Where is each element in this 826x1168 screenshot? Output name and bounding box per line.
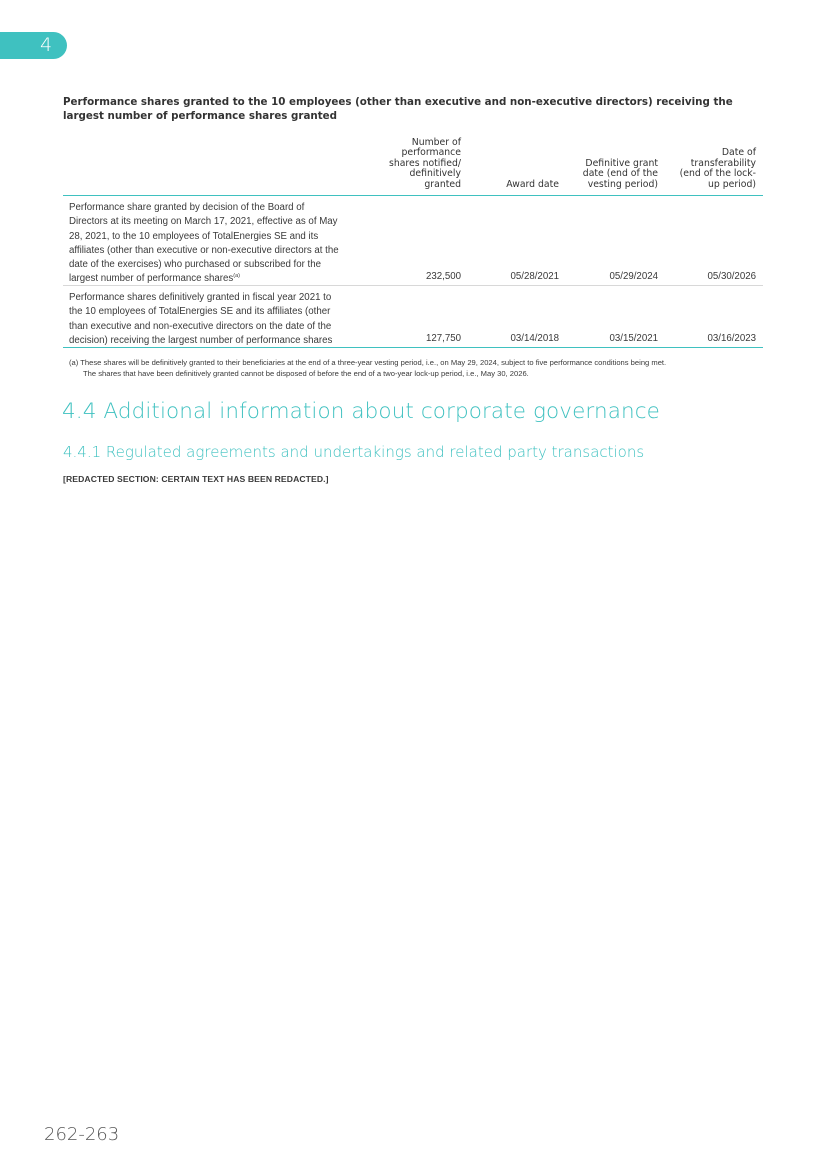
footnote-line-1: (a) These shares will be definitively granted to their beneficiaries at the end of a three-year vesting period, i.e., on May 29, 2024, subject to five performance conditions being met. — [69, 358, 667, 367]
table-header-row — [63, 136, 763, 196]
table-row — [63, 286, 763, 348]
page-number: 262-263 — [44, 1124, 120, 1145]
shares-value: 127,750 — [425, 333, 461, 344]
header-shares: Number of performance shares notified/ definitively granted — [389, 136, 461, 190]
row-label: Performance shares definitively granted in fiscal year 2021 to the 10 employees of TotalEnergies SE and its affiliates (other than executive and non-executive directors on the date of the decision) receiving the largest number of performance shares — [69, 292, 333, 346]
row-label: Performance share granted by decision of the Board of Directors at its meeting on March 17, 2021, effective as of May 28, 2021, to the 10 employees of TotalEnergies SE and its affiliates (other than executive or non-executive directors at the date of the exercises) who purchased or subscribed for the largest number of performance shares$^{(a)}$ — [69, 202, 339, 285]
subsection-heading: 4.4.1 Regulated agreements and undertakings and related party transactions — [63, 443, 645, 461]
redacted-note: [REDACTED SECTION: CERTAIN TEXT HAS BEEN REDACTED.] — [63, 474, 329, 484]
table-footnote — [69, 357, 769, 379]
transferability-value: 03/16/2023 — [707, 333, 756, 344]
award-date-value: 03/14/2018 — [510, 333, 559, 344]
table-row — [63, 196, 763, 286]
definitive-grant-value: 05/29/2024 — [609, 271, 658, 282]
definitive-grant-value: 03/15/2021 — [609, 333, 658, 344]
chapter-tab — [0, 32, 67, 59]
chapter-number: 4 — [40, 34, 53, 56]
header-award-date: Award date — [506, 178, 559, 190]
award-date-value: 05/28/2021 — [510, 271, 559, 282]
section-heading: 4.4 Additional information about corporate governance — [62, 399, 660, 424]
performance-shares-table — [63, 136, 763, 348]
footnote-line-2: The shares that have been definitively granted cannot be disposed of before the end of a two-year lock-up period, i.e., May 30, 2026. — [83, 369, 529, 378]
table-title: Performance shares granted to the 10 employees (other than executive and non-executive directors) receiving the largest number of performance shares granted — [63, 96, 733, 122]
header-transferability-date: Date of transferability (end of the lock- up period) — [679, 147, 756, 190]
shares-value: 232,500 — [425, 271, 461, 282]
transferability-value: 05/30/2026 — [707, 271, 756, 282]
header-definitive-grant-date: Definitive grant date (end of the vesting period) — [582, 157, 658, 190]
footnote-ref: (a) — [233, 273, 240, 280]
